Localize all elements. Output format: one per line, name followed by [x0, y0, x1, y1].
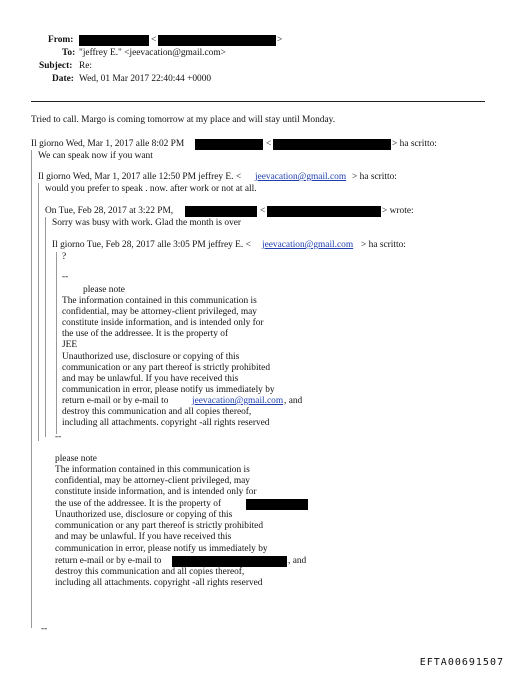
redaction-block [185, 206, 257, 217]
disclaimer-line: destroy this communication and all copies thereof, [62, 407, 252, 417]
to-value: "jeffrey E." <jeevacation@gmail.com> [79, 48, 226, 58]
disclaimer-line: Unauthorized use, disclosure or copying of this [62, 352, 240, 362]
quote4-email-link[interactable]: jeevacation@gmail.com [262, 240, 354, 250]
signature-separator: -- [62, 272, 69, 282]
quote4-header: Il giorno Tue, Feb 28, 2017 alle 3:05 PM jeffrey E. < [52, 240, 251, 250]
quote1-body: We can speak now if you want [38, 151, 153, 161]
disclaimer-line: including all attachments. copyright -all rights reserved [62, 418, 270, 428]
disclaimer-line: Unauthorized use, disclosure or copying of this [55, 510, 233, 520]
redaction-block [172, 556, 287, 567]
disclaimer-line: confidential, may be attorney-client privileged, may [62, 307, 257, 317]
disclaimer-line: , and [284, 396, 303, 406]
quote3-header: On Tue, Feb 28, 2017 at 3:22 PM, [45, 206, 174, 216]
from-close-bracket: > [277, 35, 283, 45]
subject-value: Re: [79, 61, 93, 71]
quote2-header: Il giorno Wed, Mar 1, 2017 alle 12:50 PM jeffrey E. < [38, 172, 242, 182]
disclaimer-title: please note [83, 285, 125, 295]
quote1-header-lt: < [266, 139, 272, 149]
disclaimer-email-link[interactable]: jeevacation@gmail.com [192, 396, 284, 406]
date-label: Date: [52, 74, 74, 84]
quote1-header-suffix: > ha scritto: [392, 139, 437, 149]
disclaimer-line: communication in error, please notify us immediately by [55, 544, 268, 554]
quote4-header-suffix: > ha scritto: [361, 240, 406, 250]
quote-bar [31, 150, 32, 628]
disclaimer-line: destroy this communication and all copies thereof, [55, 567, 245, 577]
quote3-header-lt: < [260, 206, 266, 216]
quote-bar [45, 217, 46, 437]
disclaimer-line: the use of the addressee. It is the property of [55, 499, 222, 509]
disclaimer-line: constitute inside information, and is intended only for [55, 487, 257, 497]
quote4-body: ? [62, 252, 67, 262]
redaction-block [158, 35, 276, 46]
disclaimer-line: the use of the addressee. It is the property of [62, 329, 229, 339]
signature-separator: -- [55, 432, 62, 442]
redaction-block [246, 499, 308, 510]
reply-body: Tried to call. Margo is coming tomorrow at my place and will stay until Monday. [31, 115, 336, 125]
disclaimer-line: and may be unlawful. If you have received this [62, 374, 239, 384]
quote2-email-link[interactable]: jeevacation@gmail.com [255, 172, 347, 182]
date-value: Wed, 01 Mar 2017 22:40:44 +0000 [79, 74, 212, 84]
redaction-block [267, 206, 381, 217]
disclaimer-line: The information contained in this communication is [55, 465, 250, 475]
disclaimer-line: communication or any part thereof is strictly prohibited [62, 363, 271, 373]
disclaimer-line: return e-mail or by e-mail to [62, 396, 169, 406]
disclaimer-line: communication in error, please notify us immediately by [62, 385, 275, 395]
disclaimer-line: , and [288, 556, 307, 566]
redaction-block [79, 35, 149, 46]
quote3-header-suffix: > wrote: [382, 206, 414, 216]
disclaimer-title: please note [55, 454, 97, 464]
disclaimer-line: confidential, may be attorney-client privileged, may [55, 476, 250, 486]
redaction-block [273, 139, 391, 150]
header-divider [31, 101, 485, 102]
quote3-body: Sorry was busy with work. Glad the month is over [52, 218, 242, 228]
from-open-bracket: < [151, 35, 157, 45]
to-label: To: [62, 48, 76, 58]
disclaimer-line: and may be unlawful. If you have received this [55, 532, 232, 542]
quote2-header-suffix: > ha scritto: [352, 172, 397, 182]
disclaimer-line: The information contained in this communication is [62, 296, 257, 306]
redaction-block [195, 139, 263, 150]
disclaimer-line: including all attachments. copyright -all rights reserved [55, 578, 263, 588]
signature-separator: -- [41, 624, 48, 634]
document-id: EFTA00691507 [419, 657, 504, 668]
disclaimer-line: JEE [62, 340, 78, 350]
quote1-header: Il giorno Wed, Mar 1, 2017 alle 8:02 PM [31, 139, 185, 149]
from-label: From: [48, 35, 74, 45]
subject-label: Subject: [39, 61, 73, 71]
quote2-body: would you prefer to speak . now. after work or not at all. [45, 184, 257, 194]
quote-bar [56, 252, 57, 434]
disclaimer-line: communication or any part thereof is strictly prohibited [55, 521, 264, 531]
disclaimer-line: return e-mail or by e-mail to [55, 556, 162, 566]
quote-bar [38, 183, 39, 441]
disclaimer-line: constitute inside information, and is intended only for [62, 318, 264, 328]
